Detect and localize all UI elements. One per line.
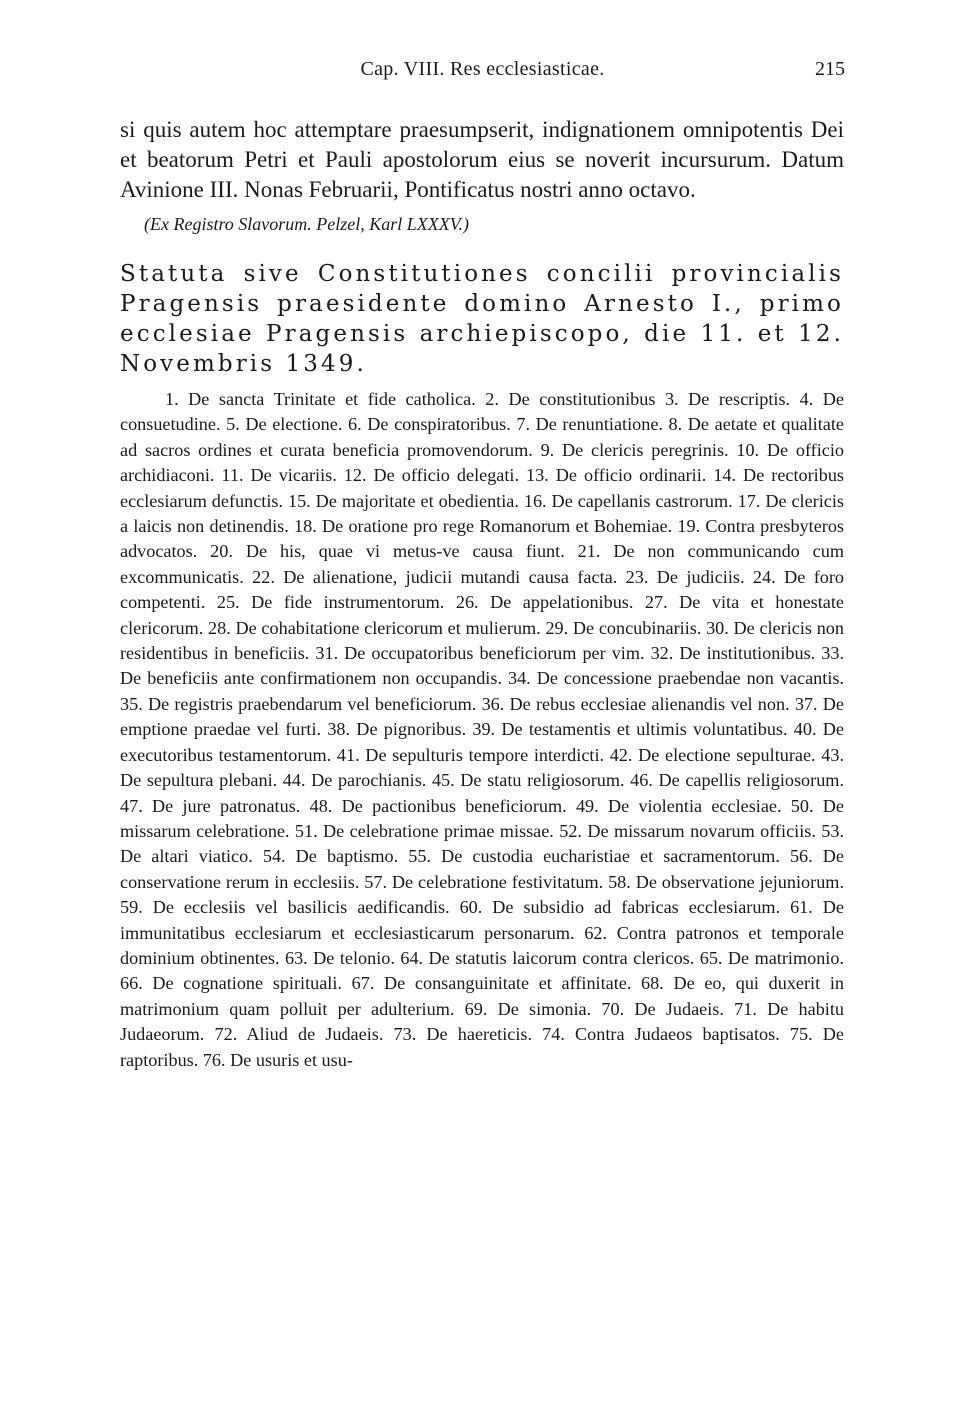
page-body (120, 115, 844, 1073)
running-title: Cap. VIII. Res ecclesiasticae. (360, 58, 605, 80)
source-citation: (Ex Registro Slavorum. Pelzel, Karl LXXXV.) (144, 214, 469, 234)
running-header (120, 58, 845, 88)
page-number: 215 (815, 58, 845, 80)
section-heading: Statuta sive Constitutiones concilii provincialis Pragensis praesidente domino Arnesto I., primo ecclesiae Pragensis archiepiscopo, die 11. et 12. Novembris 1349. (120, 261, 844, 377)
intro-paragraph: si quis autem hoc attemptare praesumpserit, indignationem omnipotentis Dei et beatorum Petri et Pauli apostolorum eius se noverit incursurum. Datum Avinione III. Nonas Februarii, Pontificatus nostri anno octavo. (120, 117, 844, 202)
chapter-list: 1. De sancta Trinitate et fide catholica. 2. De constitutionibus 3. De rescriptis. 4. De consuetudine. 5. De electione. 6. De conspiratoribus. 7. De renuntiatione. 8. De aetate et qualitate ad sacros ordines et curata beneficia promovendorum. 9. De clericis peregrinis. 10. De officio archidiaconi. 11. De vicariis. 12. De officio delegati. 13. De officio ordinarii. 14. De rectoribus ecclesiarum defunctis. 15. De majoritate et obedientia. 16. De capellanis castrorum. 17. De clericis a laicis non detinendis. 18. De oratione pro rege Romanorum et Bohemiae. 19. Contra presbyteros advocatos. 20. De his, quae vi metus-ve causa fiunt. 21. De non communicando cum excommunicatis. 22. De alienatione, judicii mutandi causa facta. 23. De judiciis. 24. De foro competenti. 25. De fide instrumentorum. 26. De appelationibus. 27. De vita et honestate clericorum. 28. De cohabitatione clericorum et mulierum. 29. De concubinariis. 30. De clericis non residentibus in beneficiis. 31. De occupatoribus beneficiorum per vim. 32. De institutionibus. 33. De beneficiis ante confirmationem non occupandis. 34. De concessione praebendae non vacantis. 35. De registris praebendarum vel beneficiorum. 36. De rebus ecclesiae alienandis vel non. 37. De emptione praedae vel furti. 38. De pignoribus. 39. De testamentis et ultimis voluntatibus. 40. De executoribus testamentorum. 41. De sepulturis tempore interdicti. 42. De electione sepulturae. 43. De sepultura plebani. 44. De parochianis. 45. De statu religiosorum. 46. De capellis religiosorum. 47. De jure patronatus. 48. De pactionibus beneficiorum. 49. De violentia ecclesiae. 50. De missarum celebratione. 51. De celebratione primae missae. 52. De missarum novarum officiis. 53. De altari viatico. 54. De baptismo. 55. De custodia eucharistiae et sacramentorum. 56. De conservatione rerum in ecclesiis. 57. De celebratione festivitatum. 58. De observatione jejuniorum. 59. De ecclesiis vel basilicis aedificandis. 60. De subsidio ad fabricas ecclesiarum. 61. De immunitatibus ecclesiarum et ecclesiasticarum personarum. 62. Contra patronos et temporale dominium obtinentes. 63. De telonio. 64. De statutis laicorum contra clericos. 65. De matrimonio. 66. De cognatione spirituali. 67. De consanguinitate et affinitate. 68. De eo, qui duxerit in matrimonium quam polluit per adulterium. 69. De simonia. 70. De Judaeis. 71. De habitu Judaeorum. 72. Aliud de Judaeis. 73. De haereticis. 74. Contra Judaeos baptisatos. 75. De raptoribus. 76. De usuris et usu- (120, 389, 844, 1070)
